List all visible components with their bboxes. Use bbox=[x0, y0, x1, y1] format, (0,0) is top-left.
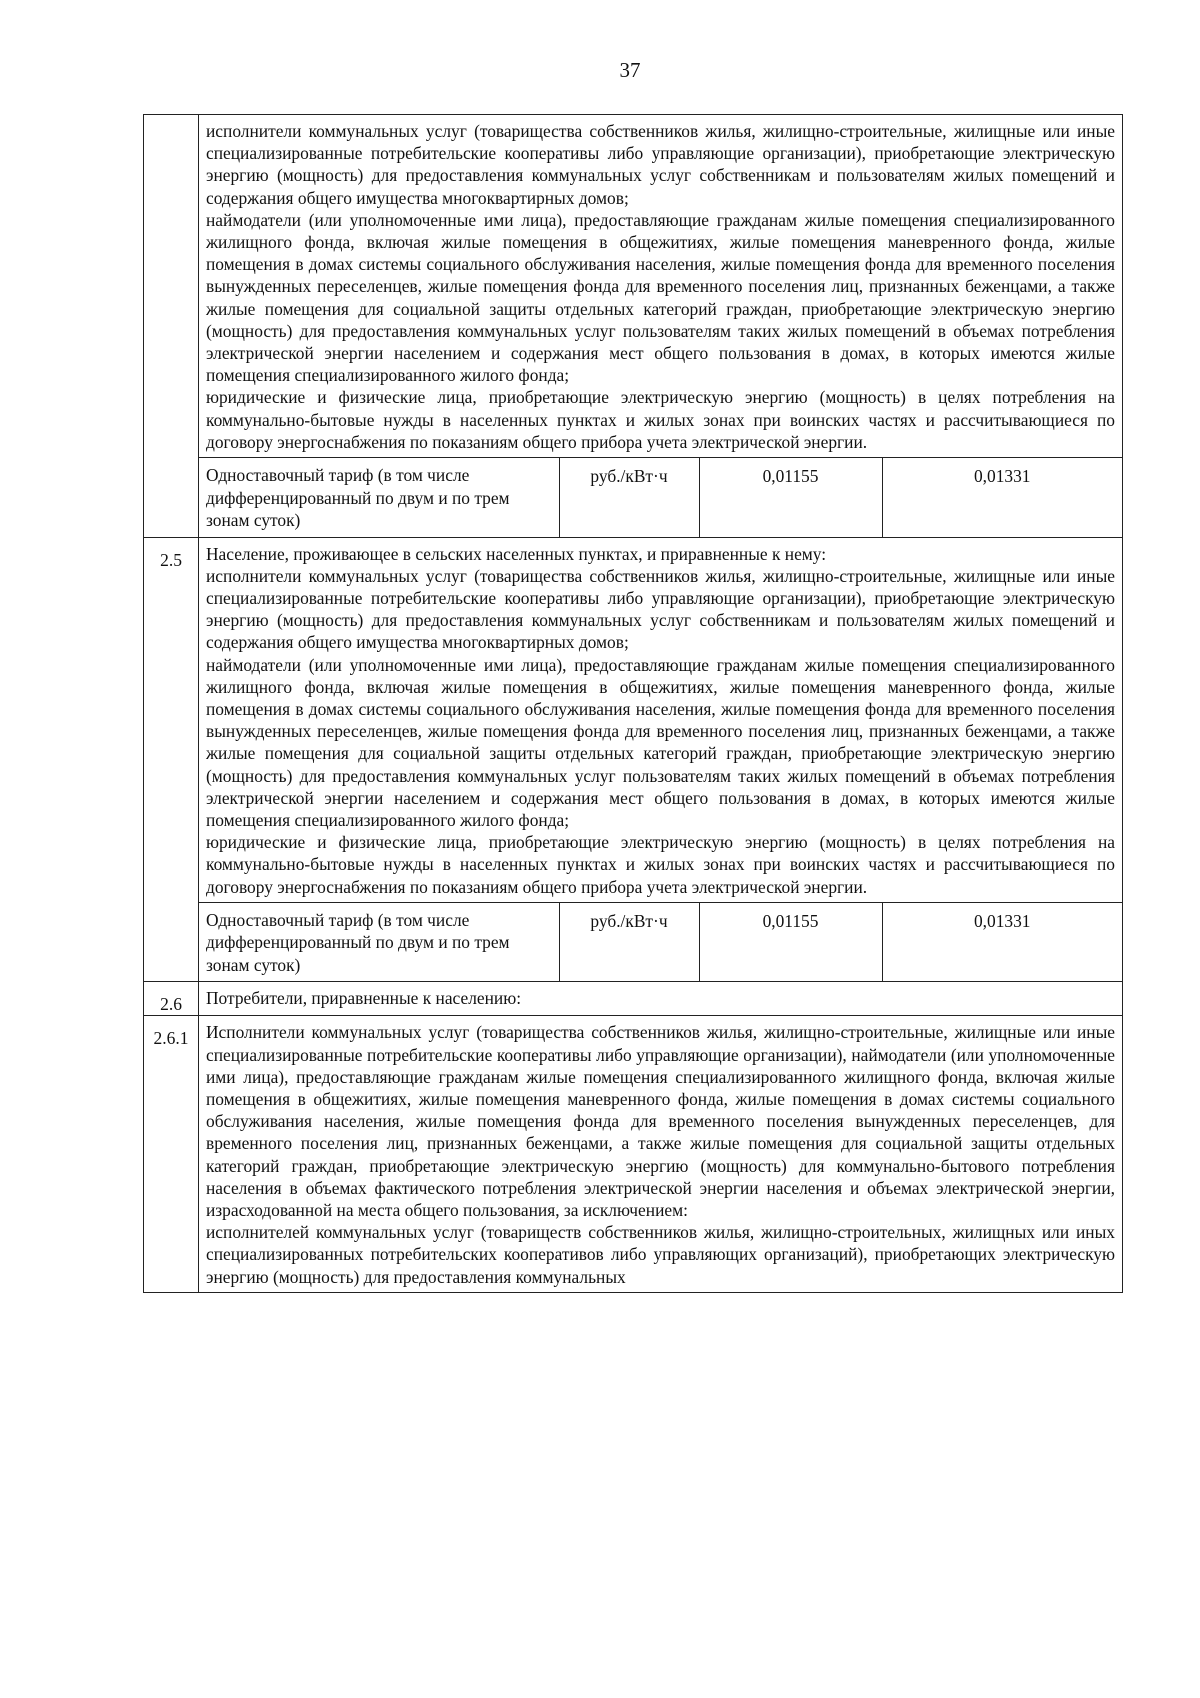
tariff-unit: руб./кВт·ч bbox=[559, 903, 699, 982]
tariff-label: Одноставочный тариф (в том числе дифференцированный по двум и по трем зонам суток) bbox=[206, 909, 510, 975]
row-number: 2.6 bbox=[144, 982, 199, 1016]
tariff-value-first-half: 0,01155 bbox=[699, 458, 882, 537]
paragraph: наймодатели (или уполномоченные ими лица), предоставляющие гражданам жилые помещения специализированного жилищного фонда, включая жилые помещения в общежитиях, жилые помещения маневренного фонда, жилые помещения в домах системы социального обслуживания населения, жилые помещения фонда для временного поселения вынужденных переселенцев, жилые помещения фонда для временного поселения лиц, признанных беженцами, а также жилые помещения для социальной защиты отдельных категорий граждан, приобретающие электрическую энергию (мощность) для предоставления коммунальных услуг пользователям таких жилых помещений в объемах потребления электрической энергии населением и содержания мест общего пользования в домах, в которых имеются жилые помещения специализированного жилого фонда; bbox=[206, 209, 1115, 386]
paragraph: юридические и физические лица, приобретающие электрическую энергию (мощность) в целях потребления на коммунально-бытовые нужды в населенных пунктах и жилых зонах при воинских частях и рассчитывающиеся по договору энергоснабжения по показаниям общего прибора учета электрической энергии. bbox=[206, 832, 1115, 897]
page-number: 37 bbox=[619, 58, 641, 82]
paragraph: Исполнители коммунальных услуг (товарищества собственников жилья, жилищно-строительные, жилищные или иные специализированные потребительские кооперативы либо управляющие организации), наймодатели (или уполномоченные ими лица), предоставляющие гражданам жилые помещения специализированного жилищного фонда, включая жилые помещения в общежитиях, жилые помещения маневренного фонда, жилые помещения в домах системы социального обслуживания населения, жилые помещения фонда для временного поселения вынужденных переселенцев, для временного поселения лиц, признанных беженцами, а также жилые помещения для социальной защиты отдельных категорий граждан, приобретающие электрическую энергию (мощность) для коммунально-бытового потребления населения в объемах фактического потребления электрической энергии населения и объемах электрической энергии, израсходованной на места общего пользования, за исключением: bbox=[206, 1022, 1115, 1220]
table-row bbox=[144, 982, 1123, 1016]
row-description bbox=[199, 1016, 1123, 1292]
row-number: 2.6.1 bbox=[144, 1016, 199, 1292]
paragraph: Население, проживающее в сельских населенных пунктах, и приравненные к нему: bbox=[206, 543, 827, 564]
table-row bbox=[144, 115, 1123, 458]
paragraph: юридические и физические лица, приобретающие электрическую энергию (мощность) в целях потребления на коммунально-бытовые нужды в населенных пунктах и жилых зонах при воинских частях и рассчитывающиеся по договору энергоснабжения по показаниям общего прибора учета электрической энергии. bbox=[206, 387, 1115, 452]
row-number bbox=[144, 115, 199, 538]
table-row bbox=[144, 1016, 1123, 1292]
tariff-label: Одноставочный тариф (в том числе дифференцированный по двум и по трем зонам суток) bbox=[206, 465, 510, 531]
tariff-value-second-half: 0,01331 bbox=[882, 458, 1122, 537]
tariff-row bbox=[144, 458, 1123, 538]
tariff-unit: руб./кВт·ч bbox=[559, 458, 699, 537]
paragraph: исполнители коммунальных услуг (товарищества собственников жилья, жилищно-строительные, жилищные или иные специализированные потребительские кооперативы либо управляющие организации), приобретающие электрическую энергию (мощность) для предоставления коммунальных услуг собственникам и пользователям жилых помещений и содержания общего имущества многоквартирных домов; bbox=[206, 565, 1115, 653]
tariff-value-second-half: 0,01331 bbox=[882, 903, 1122, 982]
tariff-row bbox=[144, 902, 1123, 982]
paragraph: Потребители, приравненные к населению: bbox=[206, 988, 522, 1009]
row-number: 2.5 bbox=[144, 537, 199, 982]
paragraph: исполнителей коммунальных услуг (товариществ собственников жилья, жилищно-строительных, жилищных или иных специализированных потребительских кооперативов либо управляющих организаций), приобретающих электрическую энергию (мощность) для предоставления коммунальных bbox=[206, 1222, 1115, 1287]
paragraph: наймодатели (или уполномоченные ими лица), предоставляющие гражданам жилые помещения специализированного жилищного фонда, включая жилые помещения в общежитиях, жилые помещения маневренного фонда, жилые помещения в домах системы социального обслуживания населения, жилые помещения фонда для временного поселения вынужденных переселенцев, жилые помещения фонда для временного поселения лиц, признанных беженцами, а также жилые помещения для социальной защиты отдельных категорий граждан, приобретающие электрическую энергию (мощность) для предоставления коммунальных услуг пользователям таких жилых помещений в объемах потребления электрической энергии населением и содержания мест общего пользования в домах, в которых имеются жилые помещения специализированного жилого фонда; bbox=[206, 654, 1115, 830]
row-description bbox=[199, 982, 1123, 1016]
tariff-value-first-half: 0,01155 bbox=[699, 903, 882, 982]
tariff-table bbox=[143, 114, 1123, 1293]
row-description bbox=[199, 537, 1123, 902]
paragraph: исполнители коммунальных услуг (товарищества собственников жилья, жилищно-строительные, жилищные или иные специализированные потребительские кооперативы либо управляющие организации), приобретающие электрическую энергию (мощность) для предоставления коммунальных услуг собственникам и пользователям жилых помещений и содержания общего имущества многоквартирных домов; bbox=[206, 121, 1115, 208]
table-row bbox=[144, 537, 1123, 902]
row-description bbox=[199, 115, 1123, 458]
